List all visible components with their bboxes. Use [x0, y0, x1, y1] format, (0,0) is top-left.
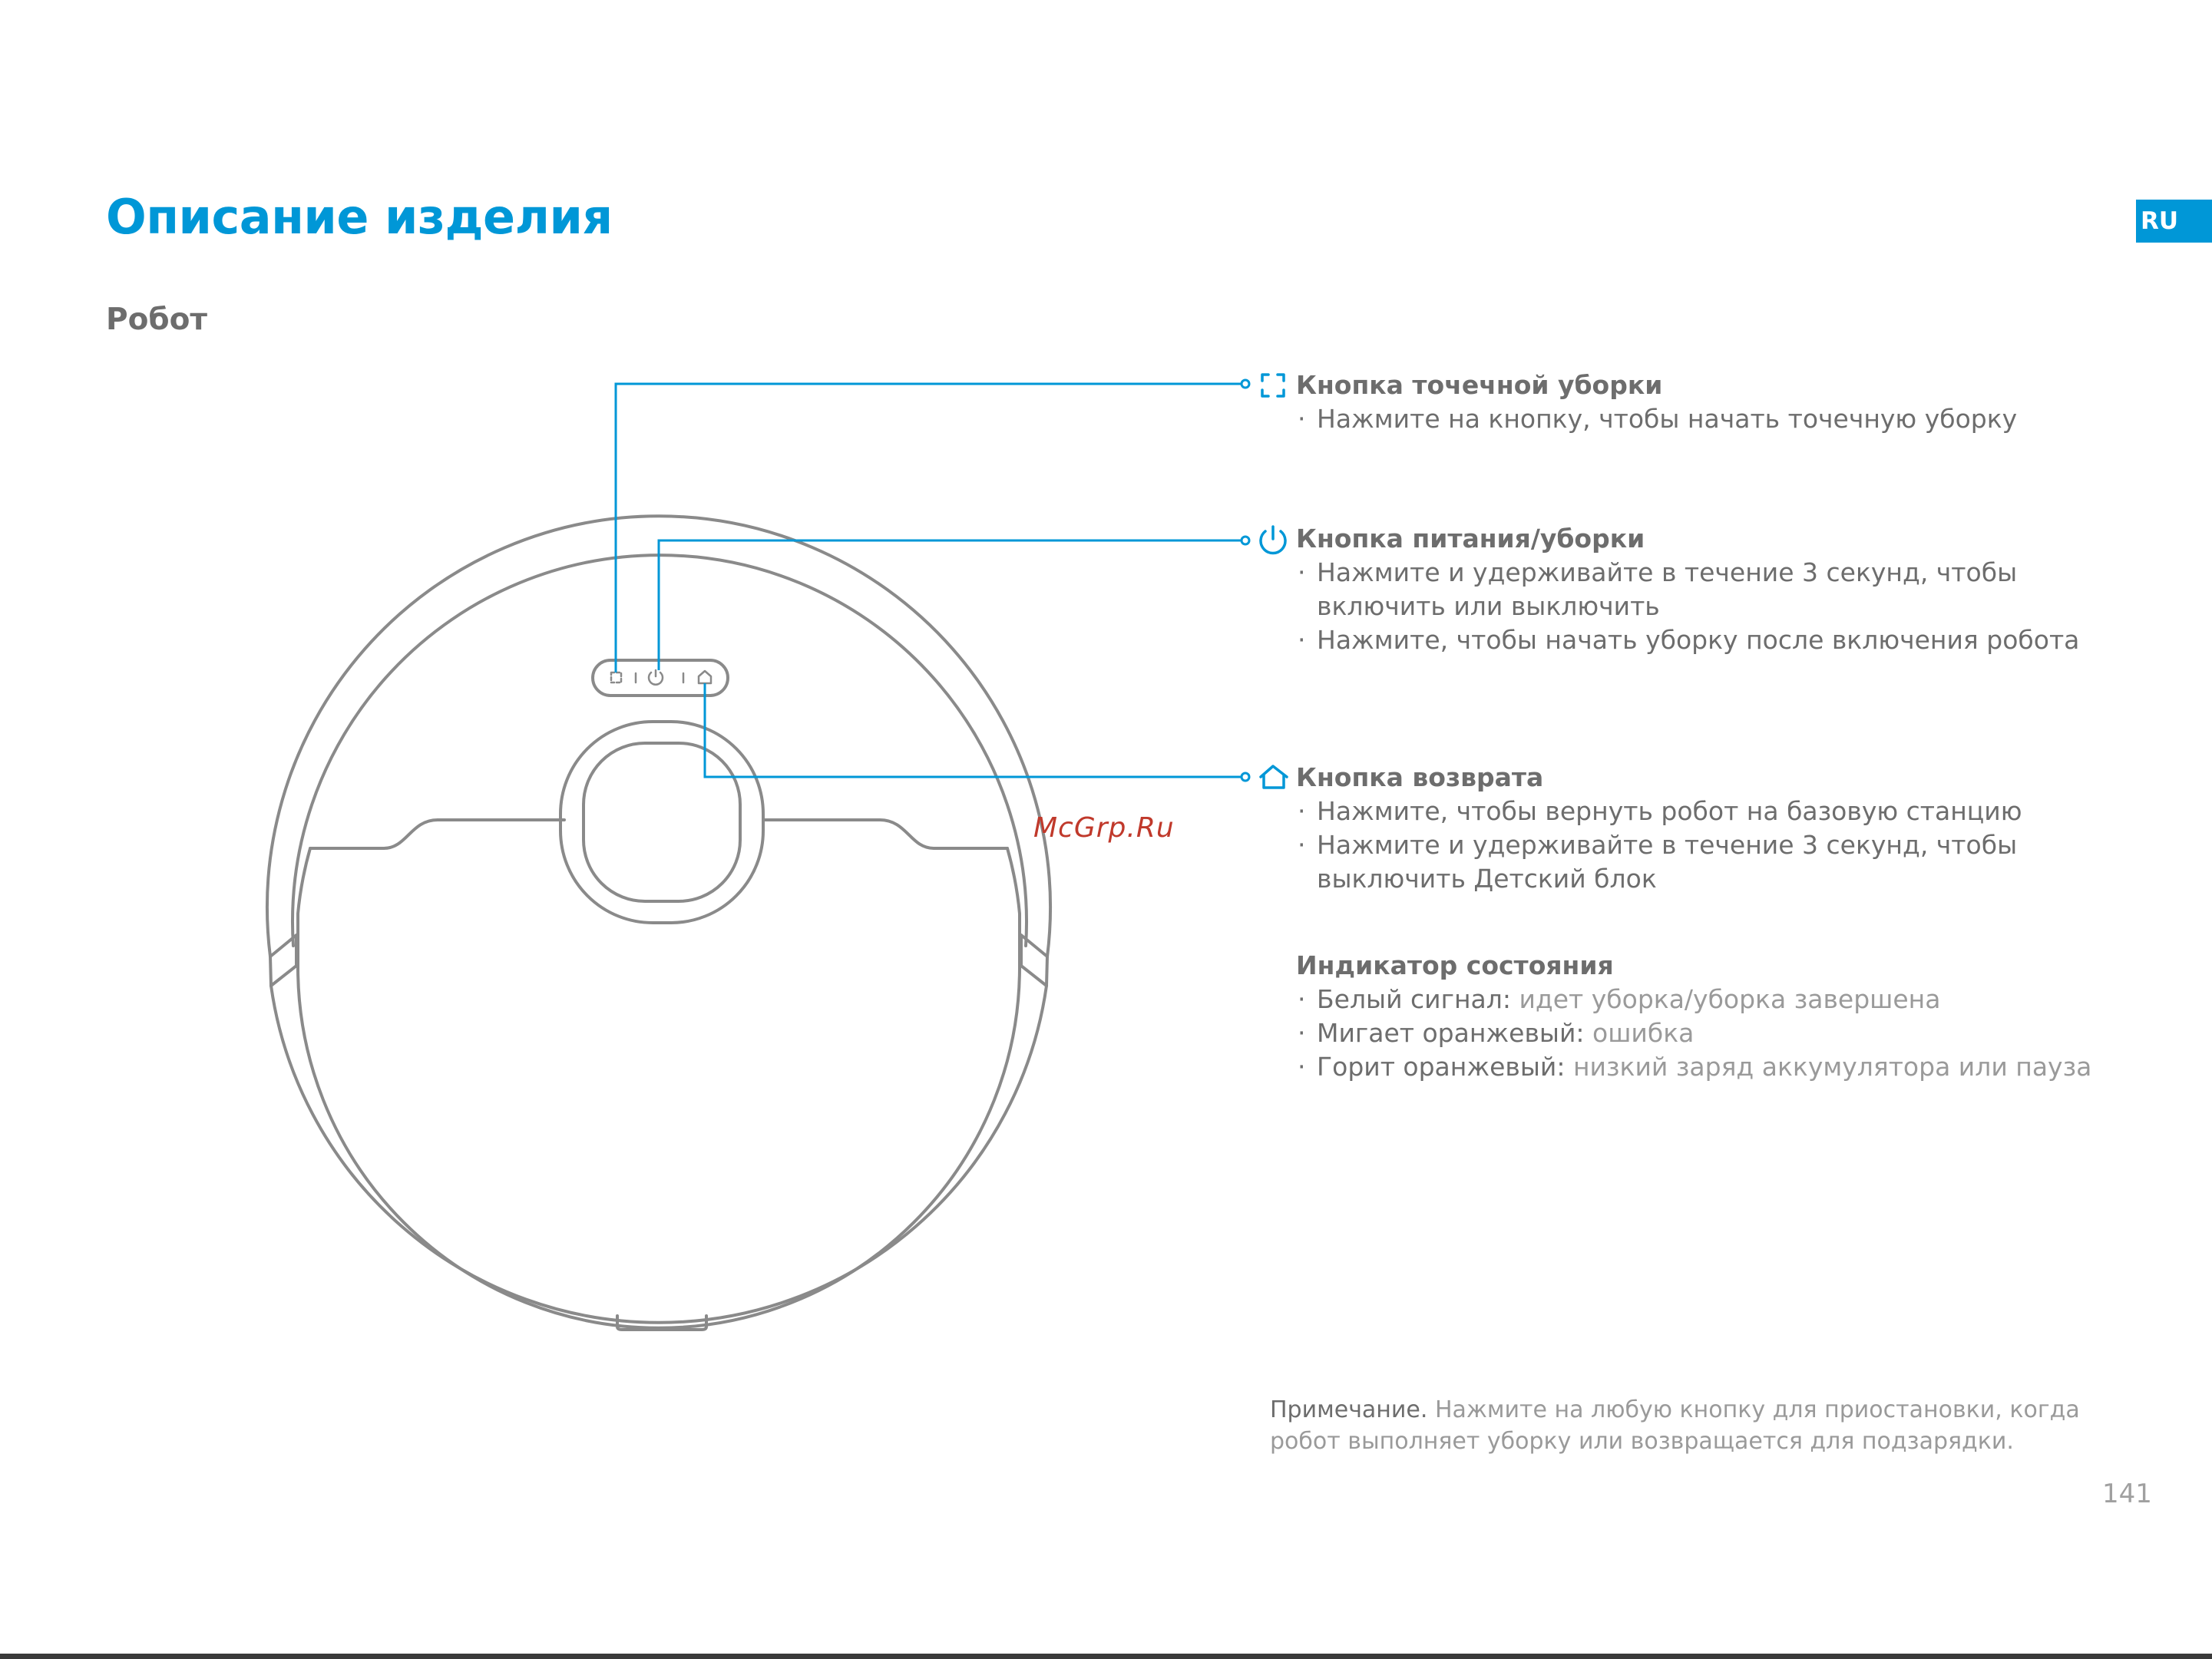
note: [1270, 1394, 2080, 1457]
robot-inner-body: [298, 848, 310, 967]
status-desc: идет уборка/уборка завершена: [1519, 984, 1941, 1014]
leader-line-power: [659, 540, 1242, 670]
lidar-outer: [560, 722, 763, 923]
callout-power-bullet-cont: [1296, 590, 2079, 623]
lidar-inner: [584, 743, 740, 901]
power-icon: [1261, 527, 1285, 553]
status-term: Горит оранжевый:: [1317, 1052, 1566, 1082]
robot-side-edge-left: [270, 957, 271, 986]
section-title: Робот: [106, 302, 208, 337]
leader-dot-spot: [1242, 380, 1249, 388]
callout-home-bullet-2: · Нажмите и удерживайте в течение 3 секунд, чтобы: [1296, 828, 2022, 862]
status-item-solid-orange: [1296, 1050, 2091, 1084]
note-text-1: Нажмите на любую кнопку для приостановки, когда: [1434, 1396, 2080, 1423]
robot-inner-body-right: [1007, 848, 1020, 967]
note-text-2: робот выполняет уборку или возвращается для подзарядки.: [1270, 1428, 2014, 1455]
status-indicator-title: Индикатор состояния: [1296, 950, 1614, 980]
callout-power-bullet-2: · Нажмите, чтобы начать уборку после включения робота: [1296, 623, 2079, 657]
home-icon: [1261, 766, 1287, 788]
leader-line-spot: [616, 384, 1242, 673]
callout-spot-bullet: · Нажмите на кнопку, чтобы начать точечную уборку: [1296, 402, 2017, 436]
leader-dot-home: [1242, 773, 1249, 781]
bottom-bar: [0, 1654, 2212, 1659]
strip-power-icon: [649, 670, 663, 685]
callout-home-title: Кнопка возврата: [1296, 762, 1544, 792]
callout-power-title: Кнопка питания/уборки: [1296, 524, 1645, 554]
note-label: Примечание.: [1270, 1396, 1428, 1423]
status-item-blinking-orange: [1296, 1016, 2091, 1050]
callout-spot: [1296, 368, 2017, 436]
robot-inner-bottom: [298, 967, 1020, 1328]
status-desc: ошибка: [1592, 1018, 1695, 1048]
note-line-1: [1270, 1394, 2080, 1426]
leader-dot-power: [1242, 537, 1249, 544]
status-term: Мигает оранжевый:: [1317, 1018, 1585, 1048]
callout-home: [1296, 761, 2022, 896]
callout-home-bullet: · Нажмите, чтобы вернуть робот на базовую станцию: [1296, 795, 2022, 828]
callout-power: [1296, 522, 2079, 657]
callout-home-bullet-2-cont: [1296, 862, 2022, 896]
page-title: Описание изделия: [106, 189, 613, 245]
status-indicator: [1296, 949, 2091, 1084]
callout-spot-title: Кнопка точечной уборки: [1296, 370, 1663, 400]
strip-spot-icon: [611, 673, 621, 682]
watermark: McGrp.Ru: [1033, 812, 1175, 844]
robot-side-edge-right: [1046, 957, 1047, 986]
robot-cover-seam-left: [310, 820, 564, 848]
robot-cover-seam-right: [763, 820, 1007, 848]
callout-power-bullet: · Нажмите и удерживайте в течение 3 секунд, чтобы: [1296, 556, 2079, 590]
robot-outer-ring-bottom: [271, 986, 1046, 1323]
status-desc: низкий заряд аккумулятора или пауза: [1572, 1052, 2092, 1082]
status-term: Белый сигнал:: [1317, 984, 1511, 1014]
callout-power-bullet-cont-text: включить или выключить: [1317, 591, 1660, 621]
page-number: 141: [2102, 1479, 2152, 1509]
spot-clean-icon: [1262, 375, 1284, 396]
language-tab: RU: [2136, 200, 2212, 243]
button-strip: [593, 660, 728, 696]
strip-home-icon: [699, 671, 711, 683]
status-item-white: [1296, 983, 2091, 1016]
callout-home-bullet-2-cont-text: выключить Детский блок: [1317, 864, 1657, 894]
